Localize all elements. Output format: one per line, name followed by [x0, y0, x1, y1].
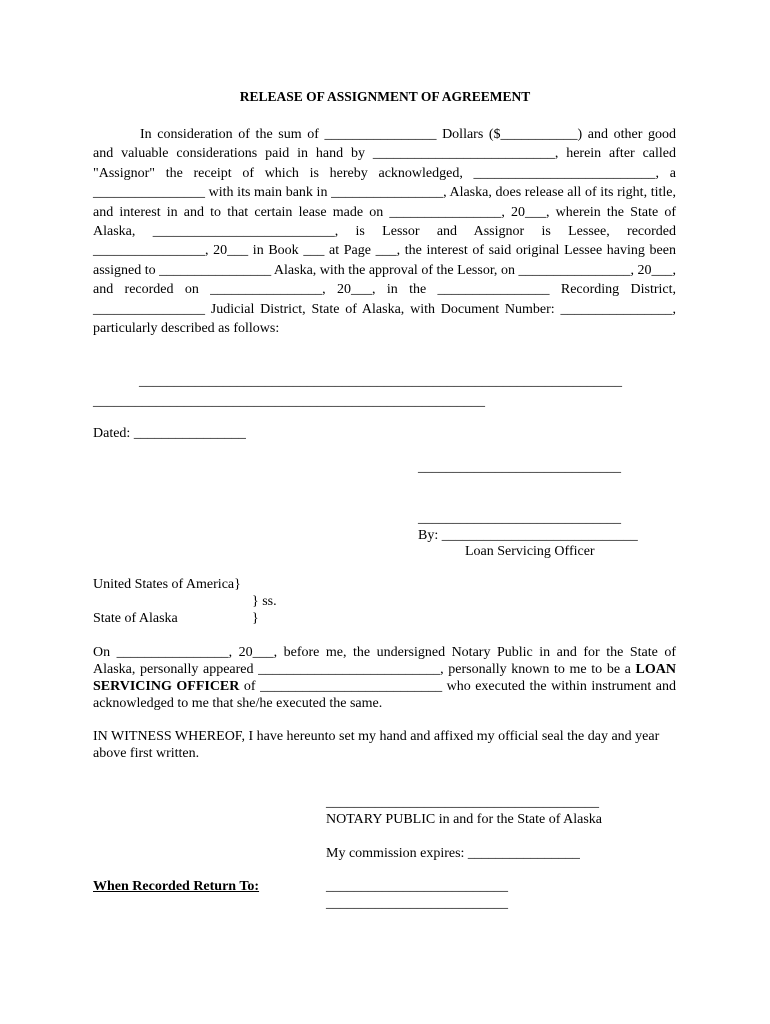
description-line-1: _____________________________________________________________________	[139, 374, 622, 389]
witness-paragraph: IN WITNESS WHEREOF, I have hereunto set my hand and affixed my official seal the day and year above first written.	[93, 729, 660, 761]
signature-line-2: _____________________________	[418, 511, 621, 526]
venue-brace: }	[252, 611, 259, 626]
return-address-line-2: __________________________	[326, 896, 508, 911]
acknowledgment-text-2: of __________________________ who executed the within instrument and acknowledged to me that she/he executed the same.	[93, 679, 676, 711]
consideration-paragraph: In consideration of the sum of ________________ Dollars ($___________) and other good and valuable considerations paid in hand by __________________________, herein after called "Assignor" the receipt of which is hereby acknowledged, __________________________, a ________________ with its main bank in ________________, Alaska, does release all of its right, title, and interest in and to that certain lease made on ________________, 20___, wherein the State of Alaska, __________________________, is Lessor and Assignor is Lessee, recorded ________________, 20___ in Book ___ at Page ___, the interest of said original Lessee having been assigned to ________________ Alaska, with the approval of the Lessor, on ________________, 20___, and recorded on ________________, 20___, in the ________________ Recording District, ________________ Judicial District, State of Alaska, with Document Number: ________________, particularly described as follows:	[93, 127, 676, 337]
signature-by-line: By: ____________________________	[418, 528, 638, 543]
signer-title: Loan Servicing Officer	[465, 544, 595, 559]
acknowledgment-text-1: On ________________, 20___, before me, the undersigned Notary Public in and for the State of Alaska, personally appeared __________________________, personally known to me to be a	[93, 645, 676, 677]
notary-signature-line: _______________________________________	[326, 795, 599, 810]
venue-ss: } ss.	[252, 594, 277, 609]
document-title: RELEASE OF ASSIGNMENT OF AGREEMENT	[239, 89, 531, 104]
description-line-2: ________________________________________________________	[93, 394, 485, 409]
venue-country: United States of America}	[93, 577, 241, 592]
commission-expires-line: My commission expires: ________________	[326, 846, 580, 861]
dated-line: Dated: ________________	[93, 426, 246, 441]
notary-label: NOTARY PUBLIC in and for the State of Alaska	[326, 812, 602, 827]
return-to-label: When Recorded Return To:	[93, 879, 260, 894]
return-address-line-1: __________________________	[326, 879, 508, 894]
notary-acknowledgment-paragraph	[93, 644, 676, 712]
officer-title-bold: LOAN SERVICING OFFICER	[93, 662, 676, 694]
signature-line-1: _____________________________	[418, 460, 621, 475]
venue-state: State of Alaska	[93, 611, 178, 626]
